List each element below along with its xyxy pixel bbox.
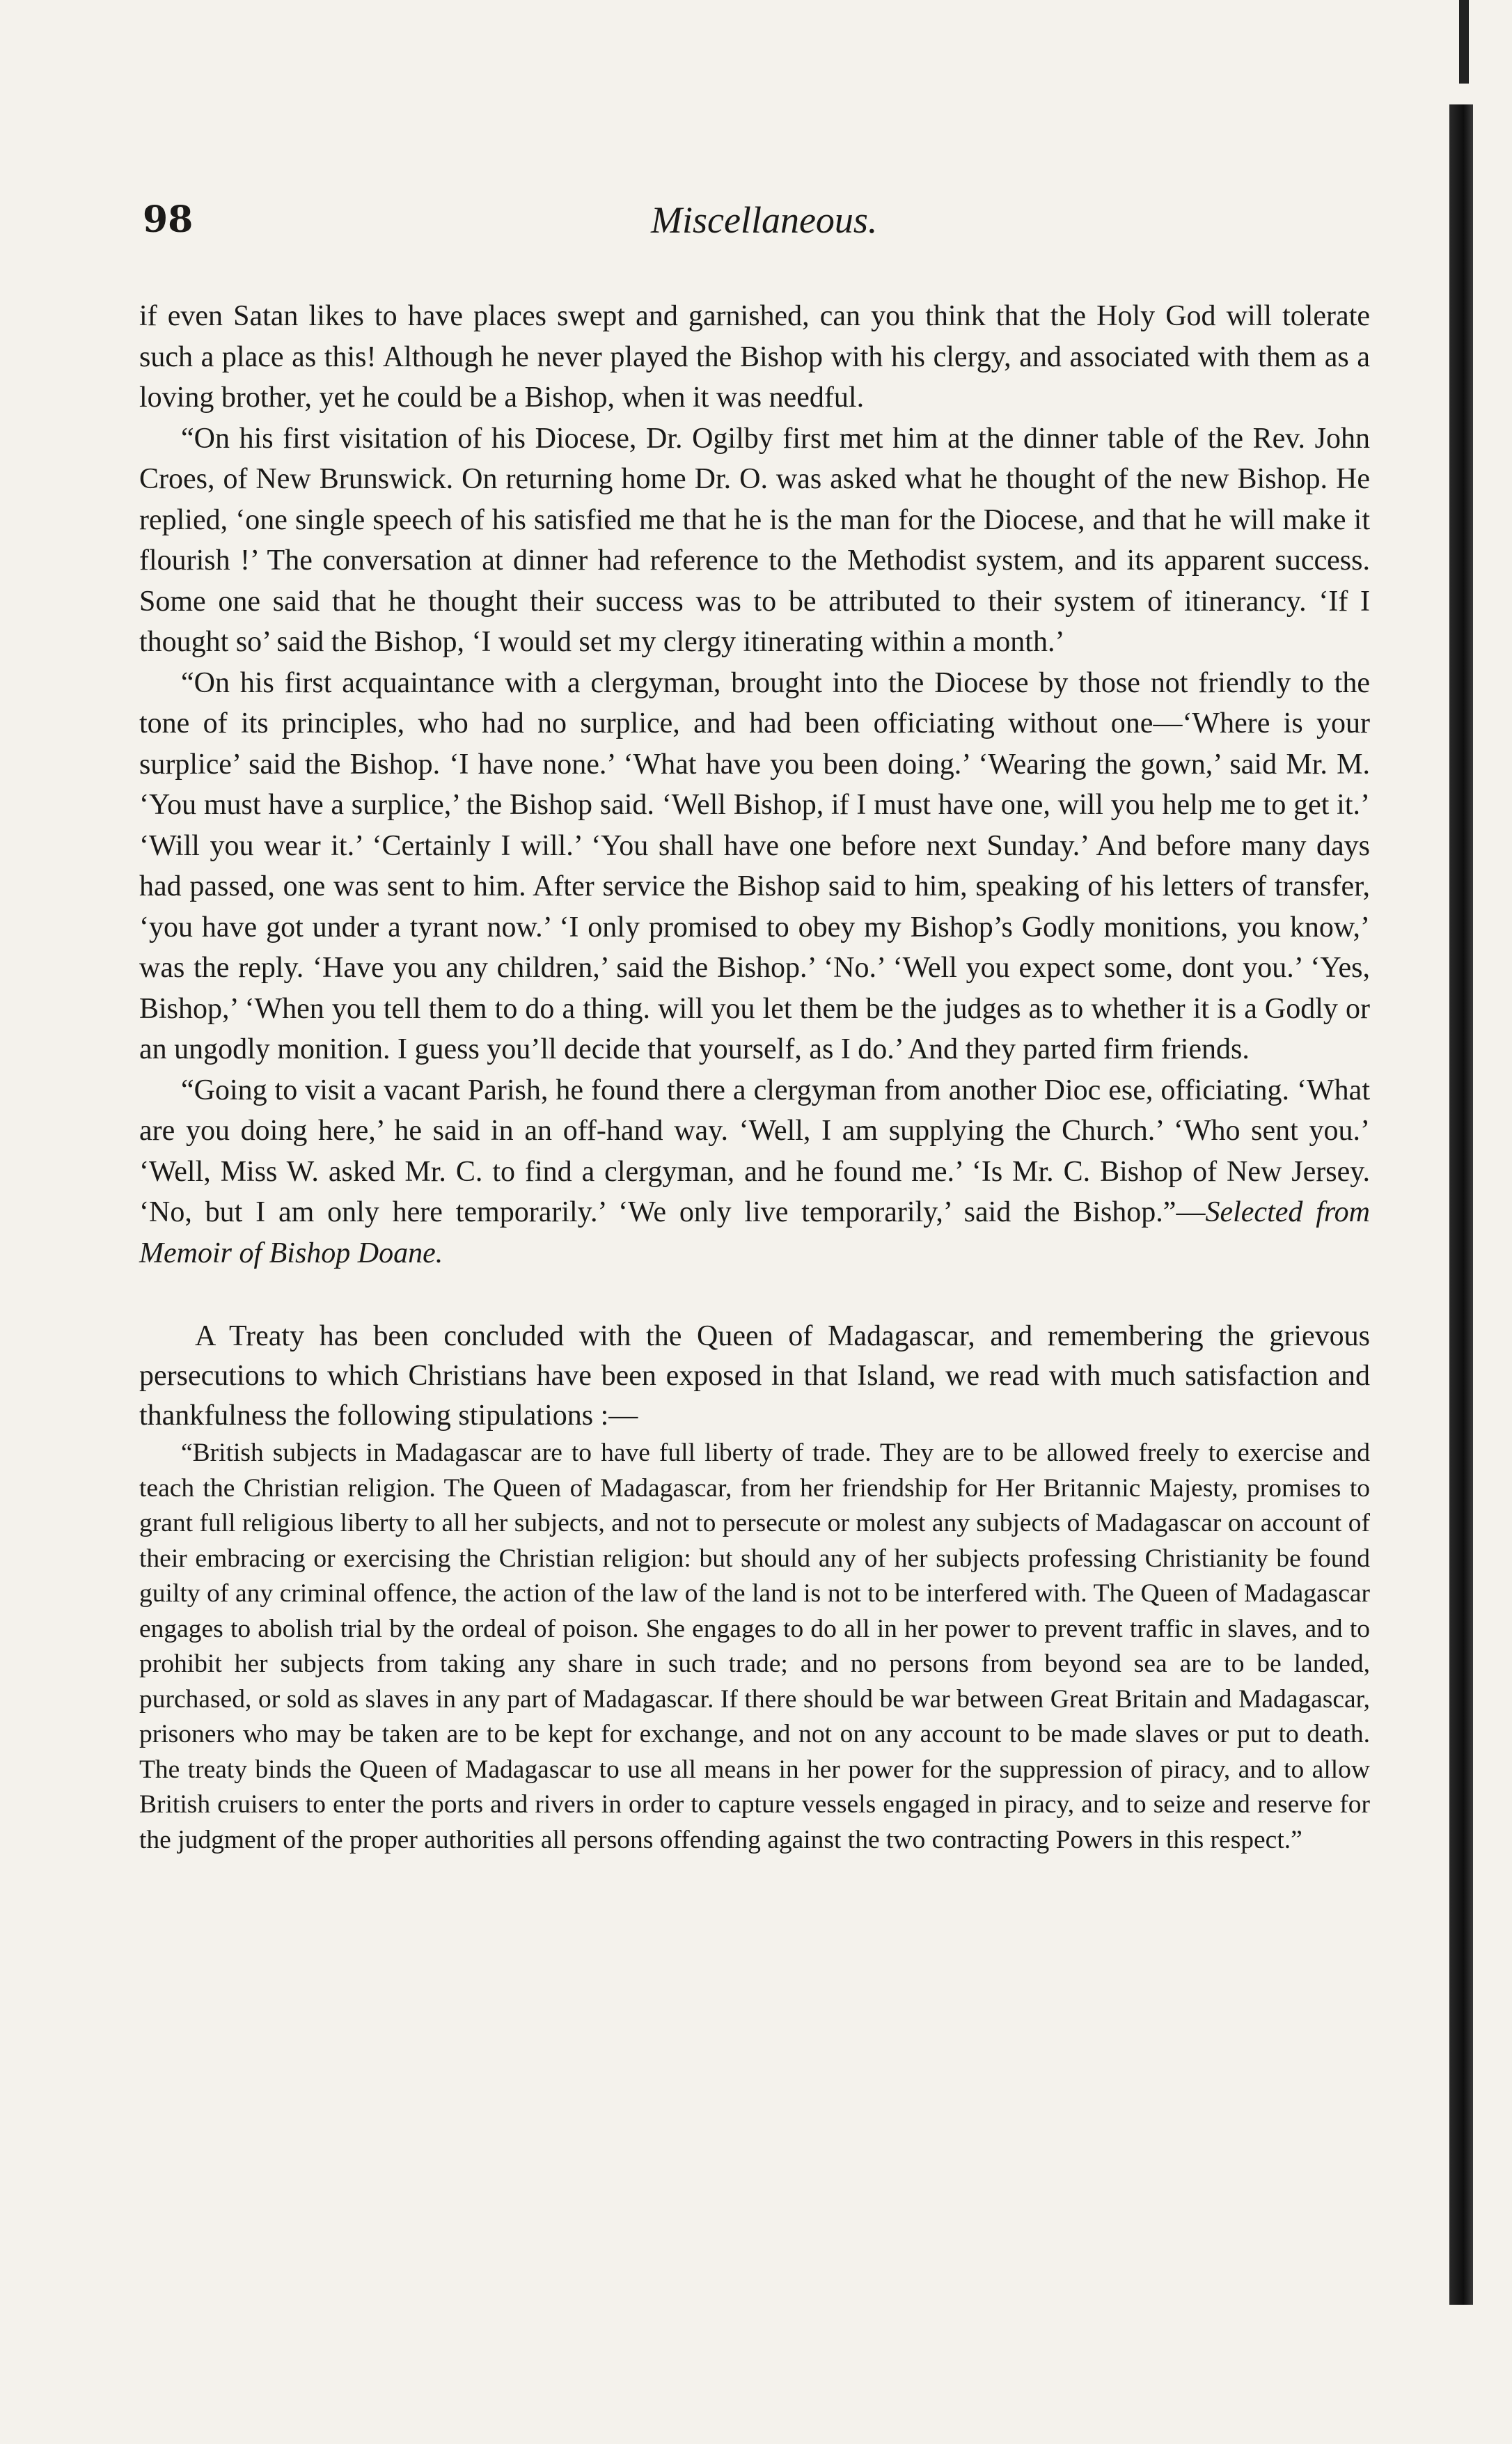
article-paragraph: “On his first visitation of his Diocese, Dr. Ogilby first met him at the dinner table of the Rev. John Croes, of New Brunswick. On returning home Dr. O. was asked what he thought of the new Bishop. He replied, ‘one single speech of his satisfied me that he is the man for the Diocese, and that he will make it flourish !’ The conversation at dinner had reference to the Methodist system, and its apparent success. Some one said that he thought their success was to be attributed to their system of itinerancy. ‘If I thought so’ said the Bishop, ‘I would set my clergy itinerating within a month.’ bbox=[139, 422, 1370, 658]
page-body bbox=[139, 296, 1370, 1858]
bishop-doane-article bbox=[139, 296, 1370, 1274]
article-paragraph-text: “Going to visit a vacant Parish, he found there a clergyman from another Dioc ese, officiating. ‘What are you doing here,’ he said in an off-hand way. ‘Well, I am supplying the Church.’ ‘Who sent you.’ ‘Well, Miss W. asked Mr. C. to find a clergyman, and he found me.’ ‘Is Mr. C. Bishop of New Jersey. ‘No, but I am only here temporarily.’ ‘We only live temporarily,’ said the Bishop.”— bbox=[139, 1074, 1370, 1228]
running-title: Miscellaneous. bbox=[651, 199, 878, 241]
scan-edge-top bbox=[1459, 0, 1469, 84]
article-paragraph-last bbox=[139, 1070, 1370, 1274]
source-attribution: Selected from Memoir of Bishop Doane. bbox=[139, 1196, 1370, 1269]
article-separator bbox=[139, 1274, 1370, 1317]
article-paragraph: if even Satan likes to have places swept and garnished, can you think that the Holy God will tolerate such a place as this! Although he never played the Bishop with his clergy, and associated with them as a loving brother, yet he could be a Bishop, when it was needful. bbox=[139, 300, 1370, 414]
article-paragraph: “On his first acquaintance with a clergyman, brought into the Diocese by those not friendly to the tone of its principles, who had no surplice, and had been officiating without one—‘Where is your surplice’ said the Bishop. ‘I have none.’ ‘What have you been doing.’ ‘Wearing the gown,’ said Mr. M. ‘You must have a surplice,’ the Bishop said. ‘Well Bishop, if I must have one, will you help me to get it.’ ‘Will you wear it.’ ‘Certainly I will.’ ‘You shall have one before next Sunday.’ And before many days had passed, one was sent to him. After service the Bishop said to him, speaking of his letters of transfer, ‘you have got under a tyrant now.’ ‘I only promised to obey my Bishop’s Godly monitions, you know,’ was the reply. ‘Have you any children,’ said the Bishop.’ ‘No.’ ‘Well you expect some, dont you.’ ‘Yes, Bishop,’ ‘When you tell them to do a thing. will you let them be the judges as to whether it is a Godly or an ungodly monition. I guess you’ll decide that yourself, as I do.’ And they parted firm friends. bbox=[139, 666, 1370, 1065]
scan-gutter-shadow bbox=[1449, 104, 1473, 2305]
treaty-intro: A Treaty has been concluded with the Queen of Madagascar, and remembering the grievous persecutions to which Christians have been exposed in that Island, we read with much satisfaction and thankfulness the following stipulations :— bbox=[139, 1320, 1370, 1432]
page-header bbox=[143, 198, 1371, 254]
treaty-quote: “British subjects in Madagascar are to have full liberty of trade. They are to be allowed freely to exercise and teach the Christian religion. The Queen of Madagascar, from her friendship for Her Britannic Majesty, promises to grant full religious liberty to all her subjects, and not to persecute or molest any subjects of Madagascar on account of their embracing or exercising the Christian religion: but should any of her subjects professing Christianity be found guilty of any criminal offence, the action of the law of the land is not to be interfered with. The Queen of Madagascar engages to abolish trial by the ordeal of poison. She engages to do all in her power to prevent traffic in slaves, and to prohibit her subjects from taking any share in such trade; and no persons from beyond sea are to be landed, purchased, or sold as slaves in any part of Madagascar. If there should be war between Great Britain and Madagascar, prisoners who may be taken are to be kept for exchange, and not on any account to be made slaves or put to death. The treaty binds the Queen of Madagascar to use all means in her power for the suppression of piracy, and to allow British cruisers to enter the ports and rivers in order to capture vessels engaged in piracy, and to seize and reserve for the judgment of the proper authorities all persons offending against the two contracting Powers in this respect.” bbox=[139, 1439, 1370, 1854]
madagascar-treaty-article bbox=[139, 1317, 1370, 1858]
page-number: 98 bbox=[143, 198, 194, 241]
